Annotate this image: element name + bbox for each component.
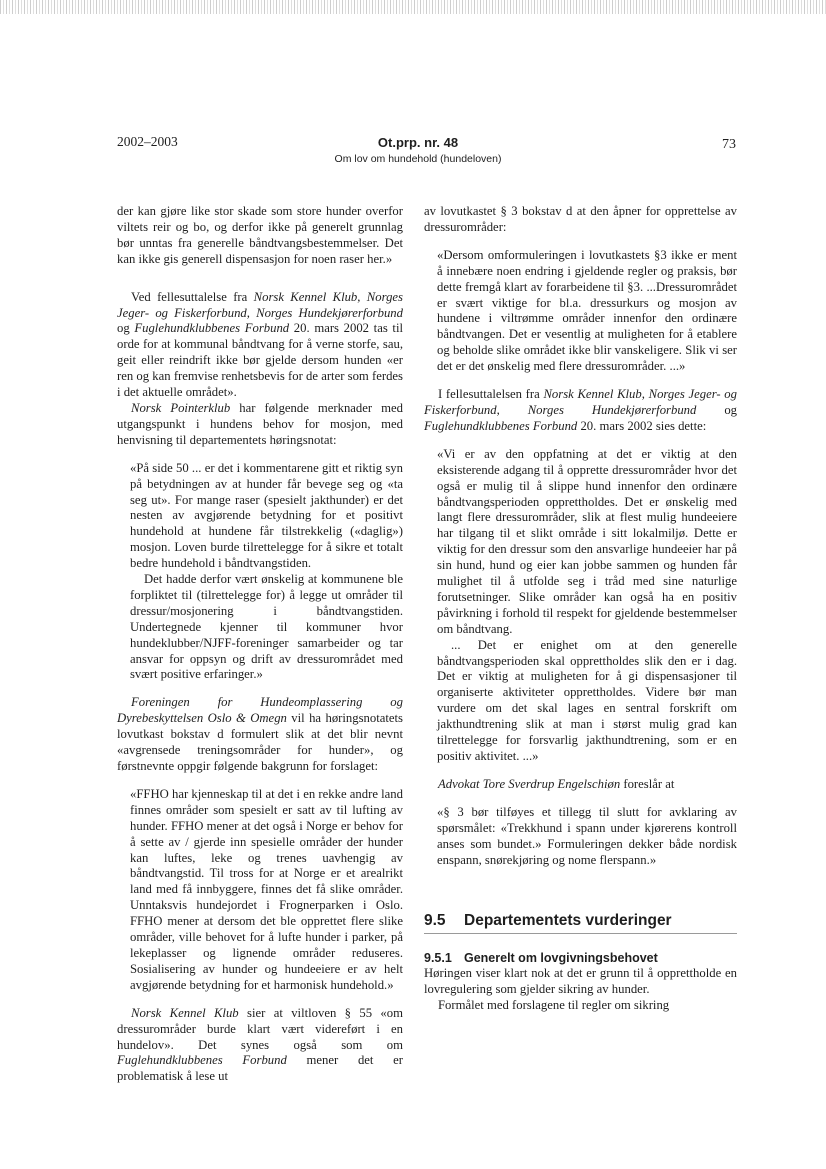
quote-paragraph: «§ 3 bør tilføyes et tillegg til slutt for avklaring av spørsmålet: «Trekkhund i spann under kjørerens kontroll anses som bundet.» Formuleringen dekker både nordisk enspann, snørekjøring og nome flerspann.»: [437, 804, 737, 867]
left-column: [117, 204, 403, 1085]
quote-paragraph: «På side 50 ... er det i kommentarene gitt et riktig syn på betydningen av at hunder får bevege seg og «ta seg ut». For mange raser (spesielt jakthunder) er det nesten av avgjørende betydning for et positivt hundehold at hundene får tilstrekkelig («daglig») mosjon. Loven burde tilrettelegge for å sikre et totalt bedre hundehold i båndtvangstiden.: [130, 460, 403, 571]
quote-paragraph: «Dersom omformuleringen i lovutkastets §3 ikke er ment å innebære noen endring i gjeldende regler og praksis, bør dette fremgå klart av forarbeidene til §3. ...Dressurområdet er svært viktige for bl.a. dressurkurs og mosjon av hundene i viltrømme områder innenfor den ordinære båndtvangen. Det er vesentlig at muligheten for å etablere og beholde slike området ikke blir vanskeligere. Slik vi ser det er det ønskelig med flere dressurområder. ...»: [437, 247, 737, 374]
organisation-names: Norsk Kennel Klub, Norges Jeger- og Fiskerforbund, Norges Hundekjørerforbund: [424, 387, 737, 417]
paragraph: Foreningen for Hundeomplassering og Dyrebeskyttelsen Oslo & Omegn vil ha høringsnotatets lovutkast bokstav d formulert slik at det blir nevnt «avgrensede treningsområder for hunder», og førstnevnte oppgir følgende bakgrunn for forslaget:: [117, 695, 403, 773]
quote-paragraph: «Vi er av den oppfatning at det er viktig at den eksisterende adgang til å opprette dressurområder hvor det også er mulig til å slippe hund innenfor den ordinære båndtvangsperioden opprettholdes. Det er ønskelig med langt flere dressurområder, slik at flest mulig hundeeiere har tilgang til et slikt område i sitt lokalmiljø. Dette er viktig for den dressur som den ansvarlige hundeeier har på sin hund, hund og eier kan jobbe sammen og hunden får mulighet til å utfolde seg i tråd med sine naturlige forutsetninger. Slike områder kan også ha en positiv påvirkning i forhold til respekt for gjeldende bestemmelser om båndtvang.: [437, 446, 737, 636]
organisation-name: Fuglehundklubbenes Forbund: [424, 418, 578, 433]
subsection-number: 9.5.1: [424, 951, 452, 966]
organisation-name: Norsk Pointerklub: [131, 400, 231, 415]
page-number: 73: [722, 137, 736, 152]
scan-edge: [0, 0, 826, 14]
paragraph: Norsk Kennel Klub sier at viltloven § 55 «om dressurområder burde klart vært videreført i en hundelov». Det synes også som om Fuglehundklubbenes Forbund mener det er problematisk å lese ut: [117, 1005, 404, 1084]
subsection-title: Generelt om lovgivningsbehovet: [464, 951, 658, 966]
section-title: Departementets vurderinger: [464, 912, 672, 930]
running-header: [268, 135, 568, 166]
quote-paragraph: «FFHO har kjenneskap til at det i en rekke andre land finnes områder som spesielt er satt av til lufting av hunder. FFHO mener at det også i Norge er behov for å sette av / gjerde inn spesielle områder der hunder kan luftes, leke og trenes uavhengig av båndtvangstid. Til tross for at Norge er et arealrikt land med få innbyggere, finnes det få slike områder. Unntaksvis hundejordet i Frognerparken i Oslo. FFHO mener at dersom det ble opprettet flere slike områder, ville behovet for å lufte hunder i parker, på lekeplasser og lignende områder reduseres. Sosialisering av hunder og hundeeiere er av helt avgjørende betydning for et harmonisk hundehold.»: [130, 786, 403, 992]
quote-paragraph: Det hadde derfor vært ønskelig at kommunene ble forpliktet til (tilrettelegge for) å legge ut områder til dressur/mosjonering i båndtvangstiden. Undertegnede kjenner til kommuner hvor hundeklubber/NJFF-foreninger samarbeider og tar ansvar for oppsyn og drift av dressurområdet med svært positive erfaringer.»: [130, 572, 403, 682]
organisation-name: Norsk Kennel Klub: [131, 1005, 239, 1020]
paragraph: Advokat Tore Sverdrup Engelschiøn foreslår at: [438, 776, 675, 791]
section-number: 9.5: [424, 912, 446, 930]
header-years: 2002–2003: [117, 134, 178, 149]
organisation-names: Foreningen for Hundeomplassering og Dyrebeskyttelsen Oslo & Omegn: [117, 695, 403, 726]
person-name: Advokat Tore Sverdrup Engelschiøn: [438, 776, 621, 791]
paragraph: Formålet med forslagene til regler om sikring: [438, 998, 670, 1013]
paragraph: I fellesuttalelsen fra Norsk Kennel Klub, Norges Jeger- og Fiskerforbund, Norges Hundekjørerforbund og Fuglehundklubbenes Forbund 20. mars 2002 sies dette:: [424, 387, 737, 433]
paragraph: der kan gjøre like stor skade som store hunder overfor viltets reir og bo, og derfor ikke på generelt grunnlag bør unntas fra generelle båndtvangsbestemmelser. Det kan ikke gis generell dispensasjon for noen raser her.»: [117, 204, 403, 266]
paragraph: av lovutkastet § 3 bokstav d at den åpner for opprettelse av dressurområder:: [424, 204, 737, 234]
organisation-names: Norsk Kennel Klub, Norges Jeger- og Fiskerforbund, Norges Hundekjørerforbund: [117, 289, 403, 320]
section-heading: [424, 911, 737, 934]
organisation-name: Fuglehundklubbenes Forbund: [117, 1053, 287, 1068]
subsection-heading: [424, 950, 737, 966]
right-column: [424, 204, 737, 1014]
paragraph: Høringen viser klart nok at det er grunn til å opprettholde en lovregulering som gjelder sikring av hunder.: [424, 966, 737, 997]
organisation-name: Fuglehundklubbenes Forbund: [134, 321, 290, 336]
paragraph: Norsk Pointerklub har følgende merknader med utgangspunkt i hundens behov for mosjon, med henvisning til departementets høringsnotat:: [117, 400, 403, 447]
paragraph: Ved fellesuttalelse fra Norsk Kennel Klub, Norges Jeger- og Fiskerforbund, Norges Hundekjørerforbund og Fuglehundklubbenes Forbund 20. mars 2002 tas til orde for at kommunal båndtvang for å verne storfe, sau, geit eller reindrift ikke bør gjelde dersom hunden «er ren og kan fremvise renhetsbevis for de arter som ferdes i det aktuelle området».: [117, 289, 404, 400]
document-subtitle: Om lov om hundehold (hundeloven): [334, 153, 502, 165]
quote-paragraph: ... Det er enighet om at den generelle båndtvangsperioden skal opprettholdes slik den er i dag. Det er viktig at muligheten for å gi dispensasjoner til organiserte aktiviteter opprettholdes. Videre bør man vurdere om det skal lages en sentral forskrift om jakthundtrening slik at man i størst mulig grad kan tilrettelegge for forsvarlig jakthundtrening, som er en positiv aktivitet. ...»: [437, 637, 737, 763]
document-title: Ot.prp. nr. 48: [377, 135, 459, 150]
